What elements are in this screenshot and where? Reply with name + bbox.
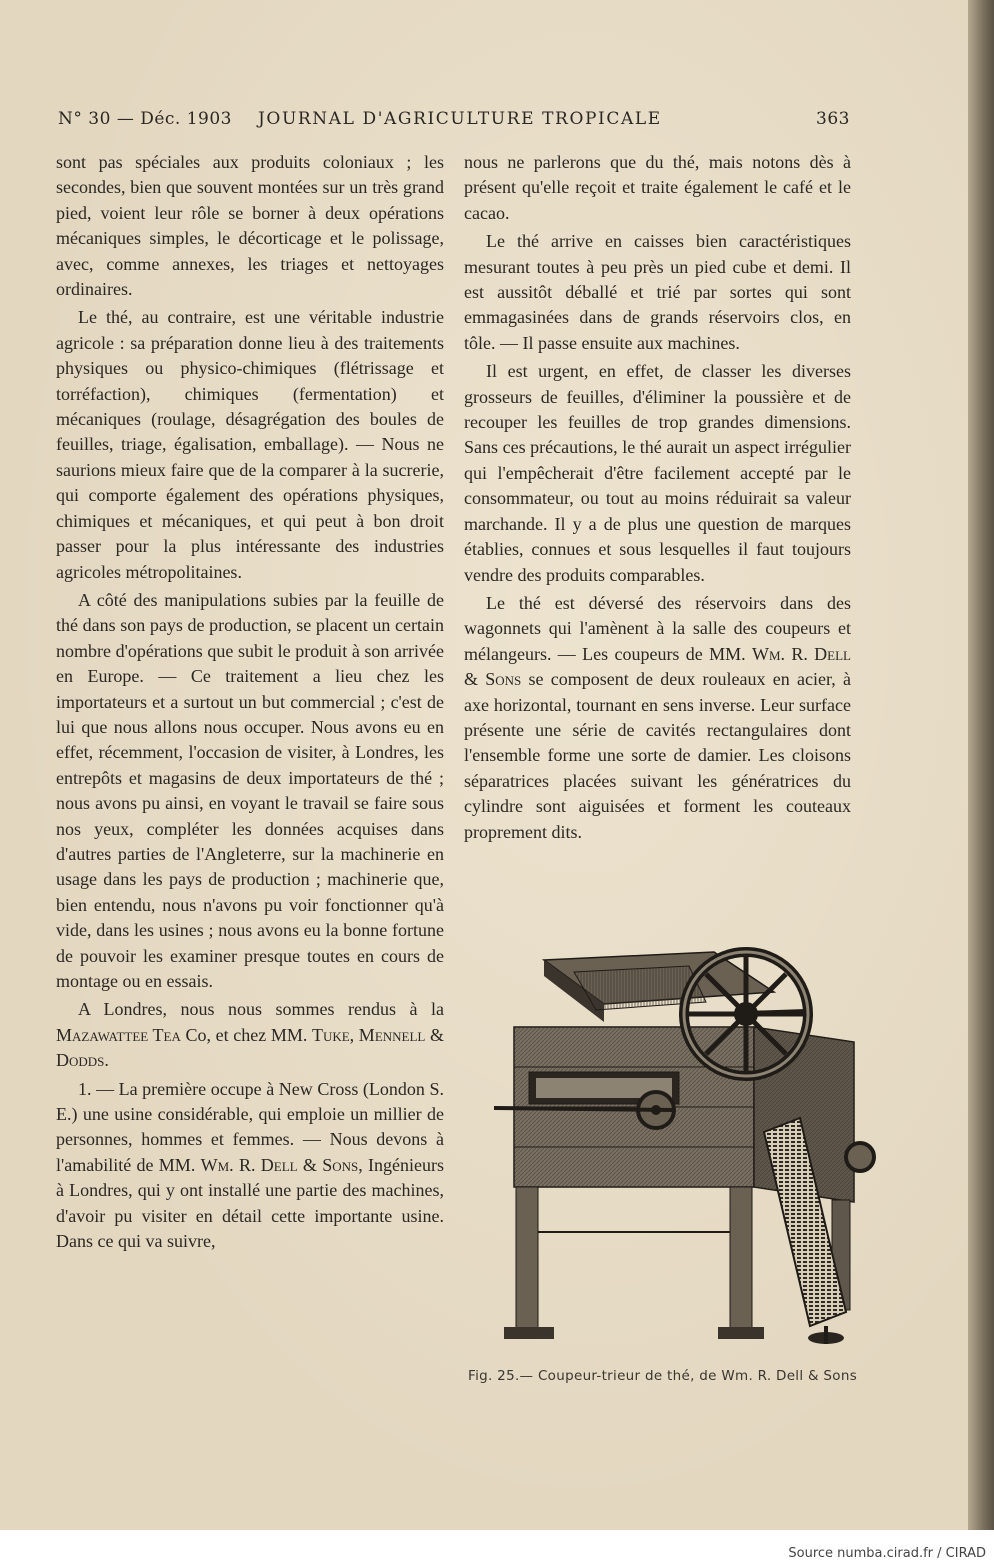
left-column bbox=[56, 150, 444, 1257]
paragraph: nous ne parlerons que du thé, mais notons dès à présent qu'elle reçoit et traite également le café et le cacao. bbox=[464, 152, 851, 223]
page-number: 363 bbox=[816, 109, 850, 129]
text-run: , Ingénieurs à Londres, qui y ont installé une partie des machines, d'avoir pu visiter en détail cette importante usine. Dans ce qui va suivre, bbox=[56, 1154, 444, 1252]
text-run: A Londres, nous nous sommes rendus à la bbox=[78, 999, 444, 1020]
paragraph bbox=[464, 591, 851, 845]
running-header bbox=[58, 109, 850, 133]
source-credit: Source numba.cirad.fr / CIRAD bbox=[788, 1546, 986, 1561]
paragraph: A côté des manipulations subies par la feuille de thé dans son pays de production, se placent un certain nombre d'opérations que subit le produit à son arrivée en Europe. — Ce traitement a lieu chez les importateurs et a surtout un but commercial ; c'est de lui que nous allons nous occuper. Nous avons eu en effet, récemment, l'occasion de visiter, à Londres, les entrepôts et magasins de deux importateurs de thé ; nous avons pu ainsi, en voyant le travail se faire sous nos yeux, compléter les données acquises dans d'autres parties de l'Angleterre, sur la machinerie en usage dans les pays de production ; machinerie que, bien entendu, nous n'avons pu voir fonctionner qu'à vide, dans les usines ; nous avons eu la bonne fortune de pouvoir les examiner presque toutes en cours de montage ou en essais. bbox=[56, 589, 444, 991]
right-column bbox=[464, 150, 851, 848]
text-run: Le thé est déversé des réservoirs dans des wagonnets qui l'amènent à la salle des coupeurs et mélangeurs. — Les coupeurs de MM. bbox=[464, 592, 851, 664]
figure-caption: Fig. 25.— Coupeur-trieur de thé, de Wm. R. Dell & Sons bbox=[468, 1368, 858, 1384]
paragraph: Le thé arrive en caisses bien caractéristiques mesurant toutes à peu près un pied cube et demi. Il est aussitôt déballé et trié par sortes qui sont emmagasinées dans de grands réservoirs clos, en tôle. — Il passe ensuite aux machines. bbox=[464, 231, 851, 353]
company-name: Mazawattee Tea bbox=[56, 1024, 181, 1045]
company-name: Wm. R. Dell & Sons bbox=[464, 643, 851, 690]
text-run: . bbox=[104, 1050, 109, 1071]
text-run: se composent de deux rouleaux en acier, à axe horizontal, tournant en sens inverse. Leur surface présente une série de cavités rectangulaires dont l'ensemble forme une sorte de damier. Les cloisons séparatrices placées suivant les génératrices du cylindre sont aiguisées et forment les couteaux proprement dits. bbox=[464, 669, 851, 842]
company-name: Tuke, Mennell & Dodds bbox=[56, 1024, 444, 1071]
paragraph: Il est urgent, en effet, de classer les diverses grosseurs de feuilles, d'éliminer la poussière et de recouper les feuilles de trop grandes dimensions. Sans ces précautions, le thé aurait un aspect irrégulier qui l'empêcherait d'être facilement accepté par le consommateur, ou tout au moins réduirait sa valeur marchande. Il y a de plus une question de marques établies, connues et sous lesquelles il faut toujours vendre des produits comparables. bbox=[464, 361, 851, 585]
paragraph: sont pas spéciales aux produits coloniaux ; les secondes, bien que souvent montées sur un très grand pied, voient leur rôle se borner à deux opérations mécaniques simples, le décorticage et le polissage, avec, comme annexes, les triages et nettoyages ordinaires. bbox=[56, 152, 444, 300]
journal-title: JOURNAL D'AGRICULTURE TROPICALE bbox=[258, 109, 662, 129]
paragraph bbox=[56, 997, 444, 1073]
paragraph: Le thé, au contraire, est une véritable industrie agricole : sa préparation donne lieu à des traitements physiques ou physico-chimiques (flétrissage et torréfaction), chimiques (fermentation) et mécaniques (roulage, désagrégation des boules de feuilles, triage, égalisation, emballage). — Nous ne saurions mieux faire que de la comparer à la sucrerie, qui comporte également des opérations physiques, chimiques et mécaniques, et qui peut à bon droit passer pour la plus intéressante des industries agricoles métropolitaines. bbox=[56, 307, 444, 582]
company-name: Wm. R. Dell & Sons bbox=[200, 1154, 359, 1175]
text-run: Co, et chez MM. bbox=[180, 1024, 312, 1045]
page-edge bbox=[968, 0, 994, 1530]
text-run: 1. — La première occupe à New Cross (London S. E.) une usine considérable, qui emploie un millier de personnes, hommes et femmes. — Nous devons à l'amabilité de MM. bbox=[56, 1078, 444, 1175]
issue-date: N° 30 — Déc. 1903 bbox=[58, 109, 233, 129]
paragraph bbox=[56, 1077, 444, 1255]
tea-cutter-illustration bbox=[484, 932, 880, 1360]
